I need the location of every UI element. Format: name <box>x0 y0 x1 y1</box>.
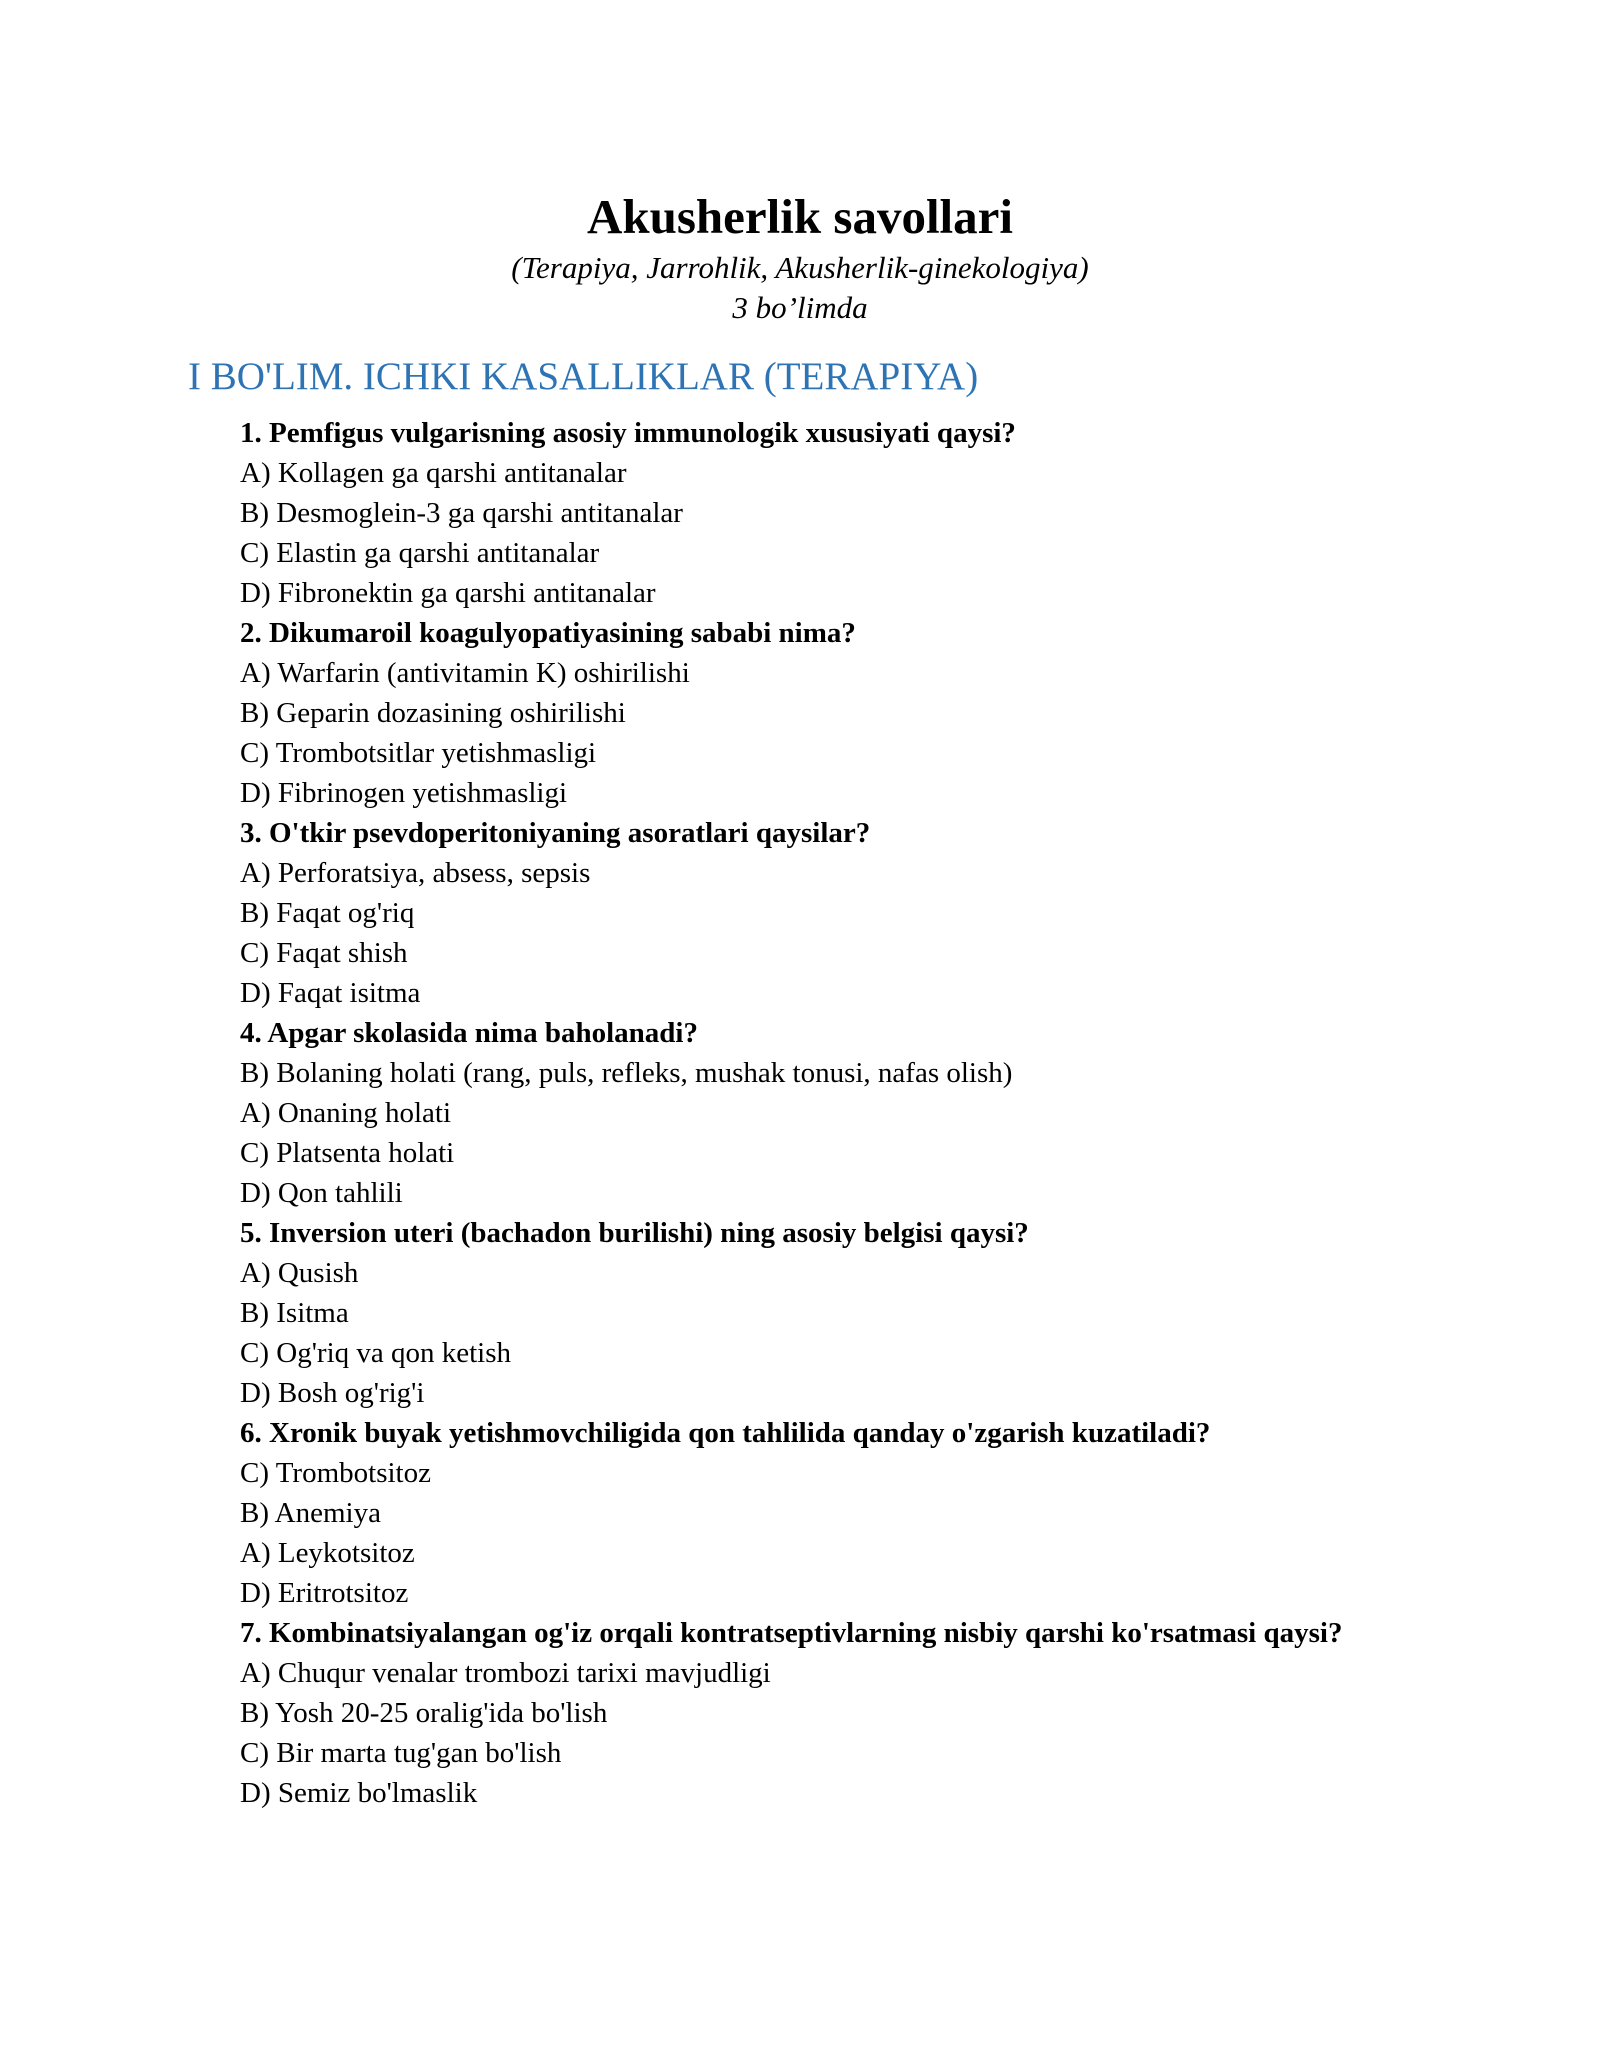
question-1 <box>240 413 1380 613</box>
question-4 <box>240 1013 1380 1213</box>
document-title: Akusherlik savollari <box>586 189 1014 244</box>
section-heading: I BO'LIM. ICHKI KASALLIKLAR (TERAPIYA) <box>188 355 979 398</box>
title-block <box>0 186 1600 328</box>
answer-option: D) Semiz bo'lmaslik <box>240 1777 478 1809</box>
answer-option: B) Isitma <box>240 1297 349 1329</box>
answer-option: C) Platsenta holati <box>240 1137 455 1169</box>
question-text: 7. Kombinatsiyalangan og'iz orqali kontratseptivlarning nisbiy qarshi ko'rsatmasi qaysi? <box>240 1617 1343 1649</box>
answer-option: C) Faqat shish <box>240 937 408 969</box>
answer-option: A) Chuqur venalar trombozi tarixi mavjudligi <box>240 1657 771 1689</box>
answer-option: A) Warfarin (antivitamin K) oshirilishi <box>240 657 690 689</box>
question-text: 3. O'tkir psevdoperitoniyaning asoratlari qaysilar? <box>240 817 871 849</box>
question-list <box>240 413 1380 1813</box>
answer-option: B) Bolaning holati (rang, puls, refleks, mushak tonusi, nafas olish) <box>240 1057 1013 1089</box>
answer-option: C) Bir marta tug'gan bo'lish <box>240 1737 562 1769</box>
answer-option: D) Faqat isitma <box>240 977 421 1009</box>
question-2 <box>240 613 1380 813</box>
answer-option: A) Kollagen ga qarshi antitanalar <box>240 457 627 489</box>
answer-option: C) Elastin ga qarshi antitanalar <box>240 537 600 569</box>
question-text: 4. Apgar skolasida nima baholanadi? <box>240 1017 698 1049</box>
answer-option: D) Qon tahlili <box>240 1177 403 1209</box>
answer-option: C) Og'riq va qon ketish <box>240 1337 512 1369</box>
answer-option: B) Desmoglein-3 ga qarshi antitanalar <box>240 497 683 529</box>
answer-option: D) Fibrinogen yetishmasligi <box>240 777 568 809</box>
answer-option: D) Bosh og'rig'i <box>240 1377 425 1409</box>
document-parts-note: 3 bo’limda <box>732 290 868 325</box>
document-subtitle: (Terapiya, Jarrohlik, Akusherlik-ginekologiya) <box>511 250 1089 285</box>
question-3 <box>240 813 1380 1013</box>
question-text: 6. Xronik buyak yetishmovchiligida qon tahlilida qanday o'zgarish kuzatiladi? <box>240 1417 1211 1449</box>
answer-option: A) Onaning holati <box>240 1097 452 1129</box>
answer-option: B) Yosh 20-25 oralig'ida bo'lish <box>240 1697 608 1729</box>
answer-option: C) Trombotsitlar yetishmasligi <box>240 737 597 769</box>
question-5 <box>240 1213 1380 1413</box>
question-text: 5. Inversion uteri (bachadon burilishi) ning asosiy belgisi qaysi? <box>240 1217 1029 1249</box>
answer-option: C) Trombotsitoz <box>240 1457 431 1489</box>
question-6 <box>240 1413 1380 1613</box>
answer-option: D) Eritrotsitoz <box>240 1577 409 1609</box>
answer-option: A) Perforatsiya, absess, sepsis <box>240 857 591 889</box>
answer-option: A) Qusish <box>240 1257 359 1289</box>
question-text: 2. Dikumaroil koagulyopatiyasining sababi nima? <box>240 617 856 649</box>
answer-option: B) Geparin dozasining oshirilishi <box>240 697 626 729</box>
answer-option: D) Fibronektin ga qarshi antitanalar <box>240 577 656 609</box>
answer-option: B) Faqat og'riq <box>240 897 415 929</box>
answer-option: A) Leykotsitoz <box>240 1537 415 1569</box>
question-7 <box>240 1613 1380 1813</box>
question-text: 1. Pemfigus vulgarisning asosiy immunologik xususiyati qaysi? <box>240 417 1016 449</box>
answer-option: B) Anemiya <box>240 1497 381 1529</box>
